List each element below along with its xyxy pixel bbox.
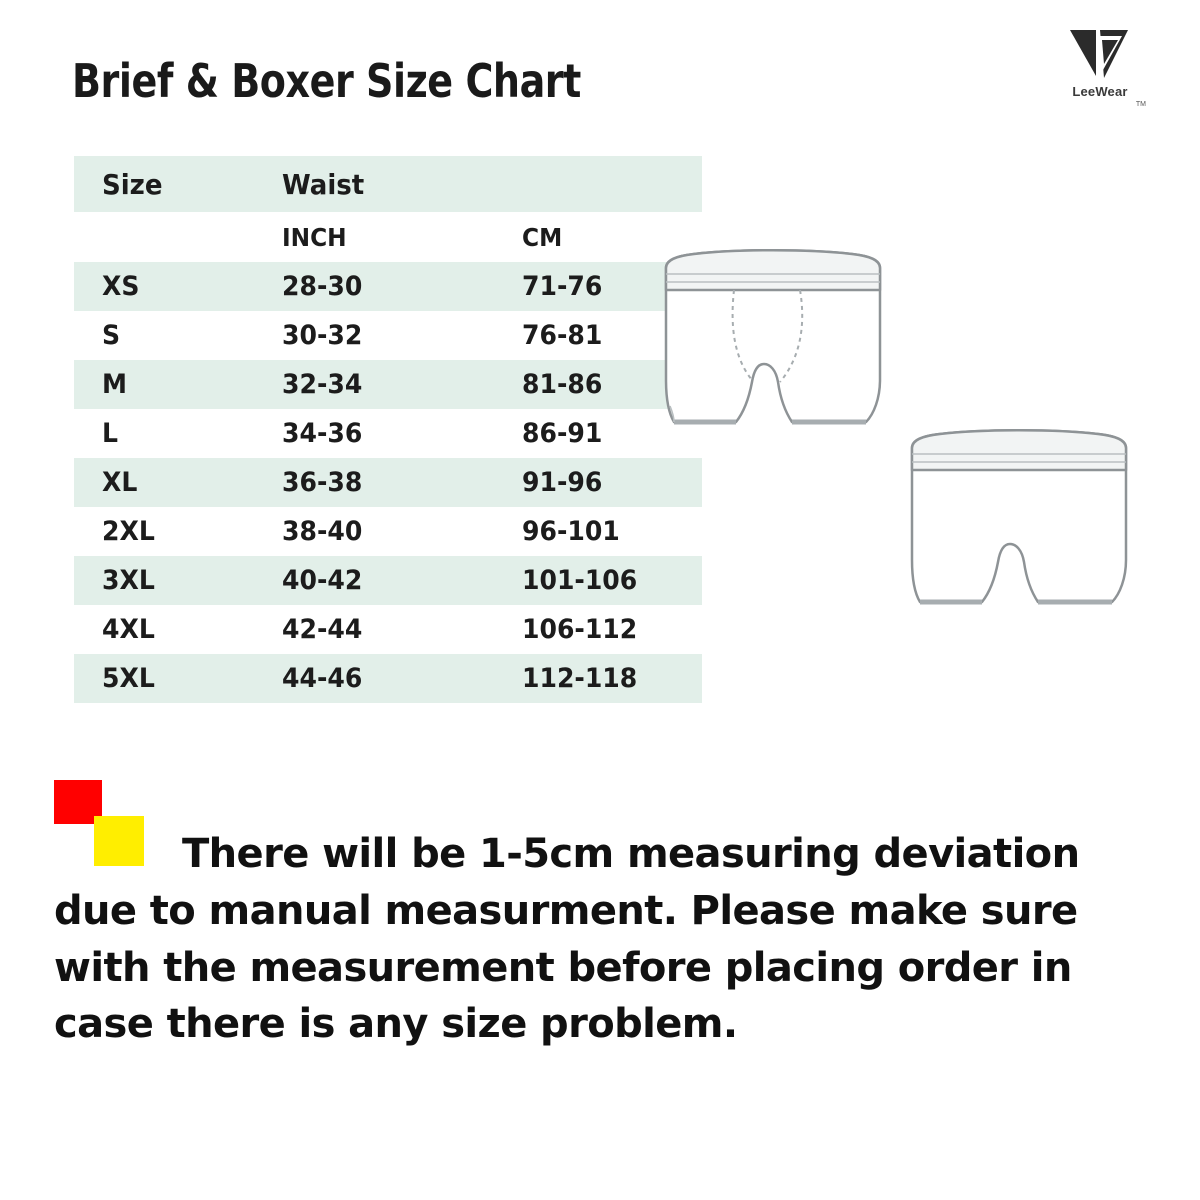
table-row (74, 507, 702, 556)
header-waist-spacer (500, 156, 702, 212)
cell-size: M (74, 360, 252, 409)
trademark-mark: TM (1135, 101, 1146, 108)
cell-cm: 71-76 (500, 262, 702, 311)
cell-size: XS (74, 262, 252, 311)
table-row (74, 262, 702, 311)
table-header-main-row (74, 156, 702, 212)
boxer-brief-front-icon (666, 250, 880, 422)
brand-logo (1052, 26, 1148, 112)
cell-size: 4XL (74, 605, 252, 654)
table-row (74, 556, 702, 605)
product-illustration (630, 230, 1170, 670)
cell-inch: 38-40 (252, 507, 500, 556)
cell-cm: 106-112 (500, 605, 702, 654)
cell-cm: 76-81 (500, 311, 702, 360)
table-row (74, 605, 702, 654)
cell-cm: 96-101 (500, 507, 702, 556)
table-row (74, 458, 702, 507)
brand-name: LeeWear (1072, 84, 1128, 99)
cell-inch: 44-46 (252, 654, 500, 703)
table-row (74, 654, 702, 703)
header-waist: Waist (252, 156, 500, 212)
cell-cm: 91-96 (500, 458, 702, 507)
page-title: Brief & Boxer Size Chart (72, 54, 581, 108)
cell-inch: 40-42 (252, 556, 500, 605)
table-row (74, 409, 702, 458)
cell-size: 3XL (74, 556, 252, 605)
table-row (74, 360, 702, 409)
cell-size: L (74, 409, 252, 458)
cell-size: 2XL (74, 507, 252, 556)
note-text-body: There will be 1-5cm measuring deviation due to manual measurment. Please make sure with the measurement before placing order in case there is any size problem. (54, 831, 1080, 1048)
cell-inch: 34-36 (252, 409, 500, 458)
header-sub-blank (74, 212, 252, 262)
cell-size: S (74, 311, 252, 360)
cell-inch: 28-30 (252, 262, 500, 311)
size-table-wrapper (74, 156, 638, 703)
table-header-sub-row (74, 212, 702, 262)
chevron-v-logo-icon (1066, 26, 1134, 82)
header-size: Size (74, 156, 252, 212)
header-inch: INCH (252, 212, 500, 262)
cell-cm: 81-86 (500, 360, 702, 409)
measurement-note (54, 826, 1149, 1053)
size-table (74, 156, 702, 703)
cell-cm: 112-118 (500, 654, 702, 703)
cell-cm: 101-106 (500, 556, 702, 605)
cell-size: XL (74, 458, 252, 507)
table-row (74, 311, 702, 360)
cell-inch: 32-34 (252, 360, 500, 409)
cell-inch: 30-32 (252, 311, 500, 360)
cell-size: 5XL (74, 654, 252, 703)
boxer-brief-back-icon (912, 430, 1126, 602)
cell-cm: 86-91 (500, 409, 702, 458)
header-cm: CM (500, 212, 702, 262)
cell-inch: 36-38 (252, 458, 500, 507)
cell-inch: 42-44 (252, 605, 500, 654)
